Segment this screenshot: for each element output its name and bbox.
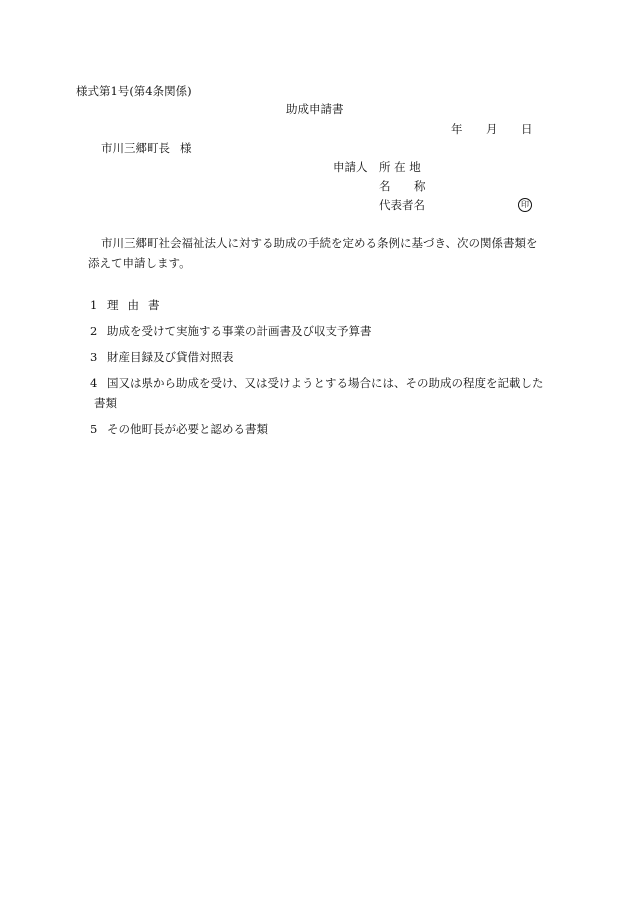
address-label: 所 在 地 bbox=[379, 160, 421, 174]
document-title: 助成申請書 bbox=[286, 102, 344, 116]
list-item-number: 3 bbox=[90, 350, 98, 364]
list-item-number: 1 bbox=[90, 298, 98, 312]
list-item-number: 5 bbox=[90, 422, 98, 436]
addressee-name: 市川三郷町長 bbox=[101, 141, 170, 155]
list-item-text: 財産目録及び貸借対照表 bbox=[107, 350, 234, 364]
date-day-label: 日 bbox=[521, 122, 533, 136]
list-item-number: 4 bbox=[90, 376, 98, 390]
form-number: 様式第1号(第4条関係) bbox=[76, 84, 192, 98]
name-label-first: 名 bbox=[379, 179, 391, 193]
list-item-text: その他町長が必要と認める書類 bbox=[107, 422, 268, 436]
list-item-text: 助成を受けて実施する事業の計画書及び収支予算書 bbox=[107, 324, 372, 338]
name-label-second: 称 bbox=[414, 179, 426, 193]
date-month-label: 月 bbox=[486, 122, 498, 136]
seal-mark-icon: 印 bbox=[518, 198, 532, 212]
body-text-line-1: 市川三郷町社会福祉法人に対する助成の手続を定める条例に基づき、次の関係書類を bbox=[101, 236, 538, 250]
list-item-text: 理由書 bbox=[107, 298, 169, 312]
body-text-line-2: 添えて申請します。 bbox=[88, 256, 191, 270]
list-item-text: 国又は県から助成を受け、又は受けようとする場合には、その助成の程度を記載した bbox=[107, 376, 544, 390]
applicant-label: 申請人 bbox=[333, 160, 368, 174]
list-item-number: 2 bbox=[90, 324, 98, 338]
list-item-text-continued: 書類 bbox=[94, 396, 117, 410]
date-year-label: 年 bbox=[451, 122, 463, 136]
addressee-honorific: 様 bbox=[180, 141, 192, 155]
representative-label: 代表者名 bbox=[379, 198, 425, 212]
